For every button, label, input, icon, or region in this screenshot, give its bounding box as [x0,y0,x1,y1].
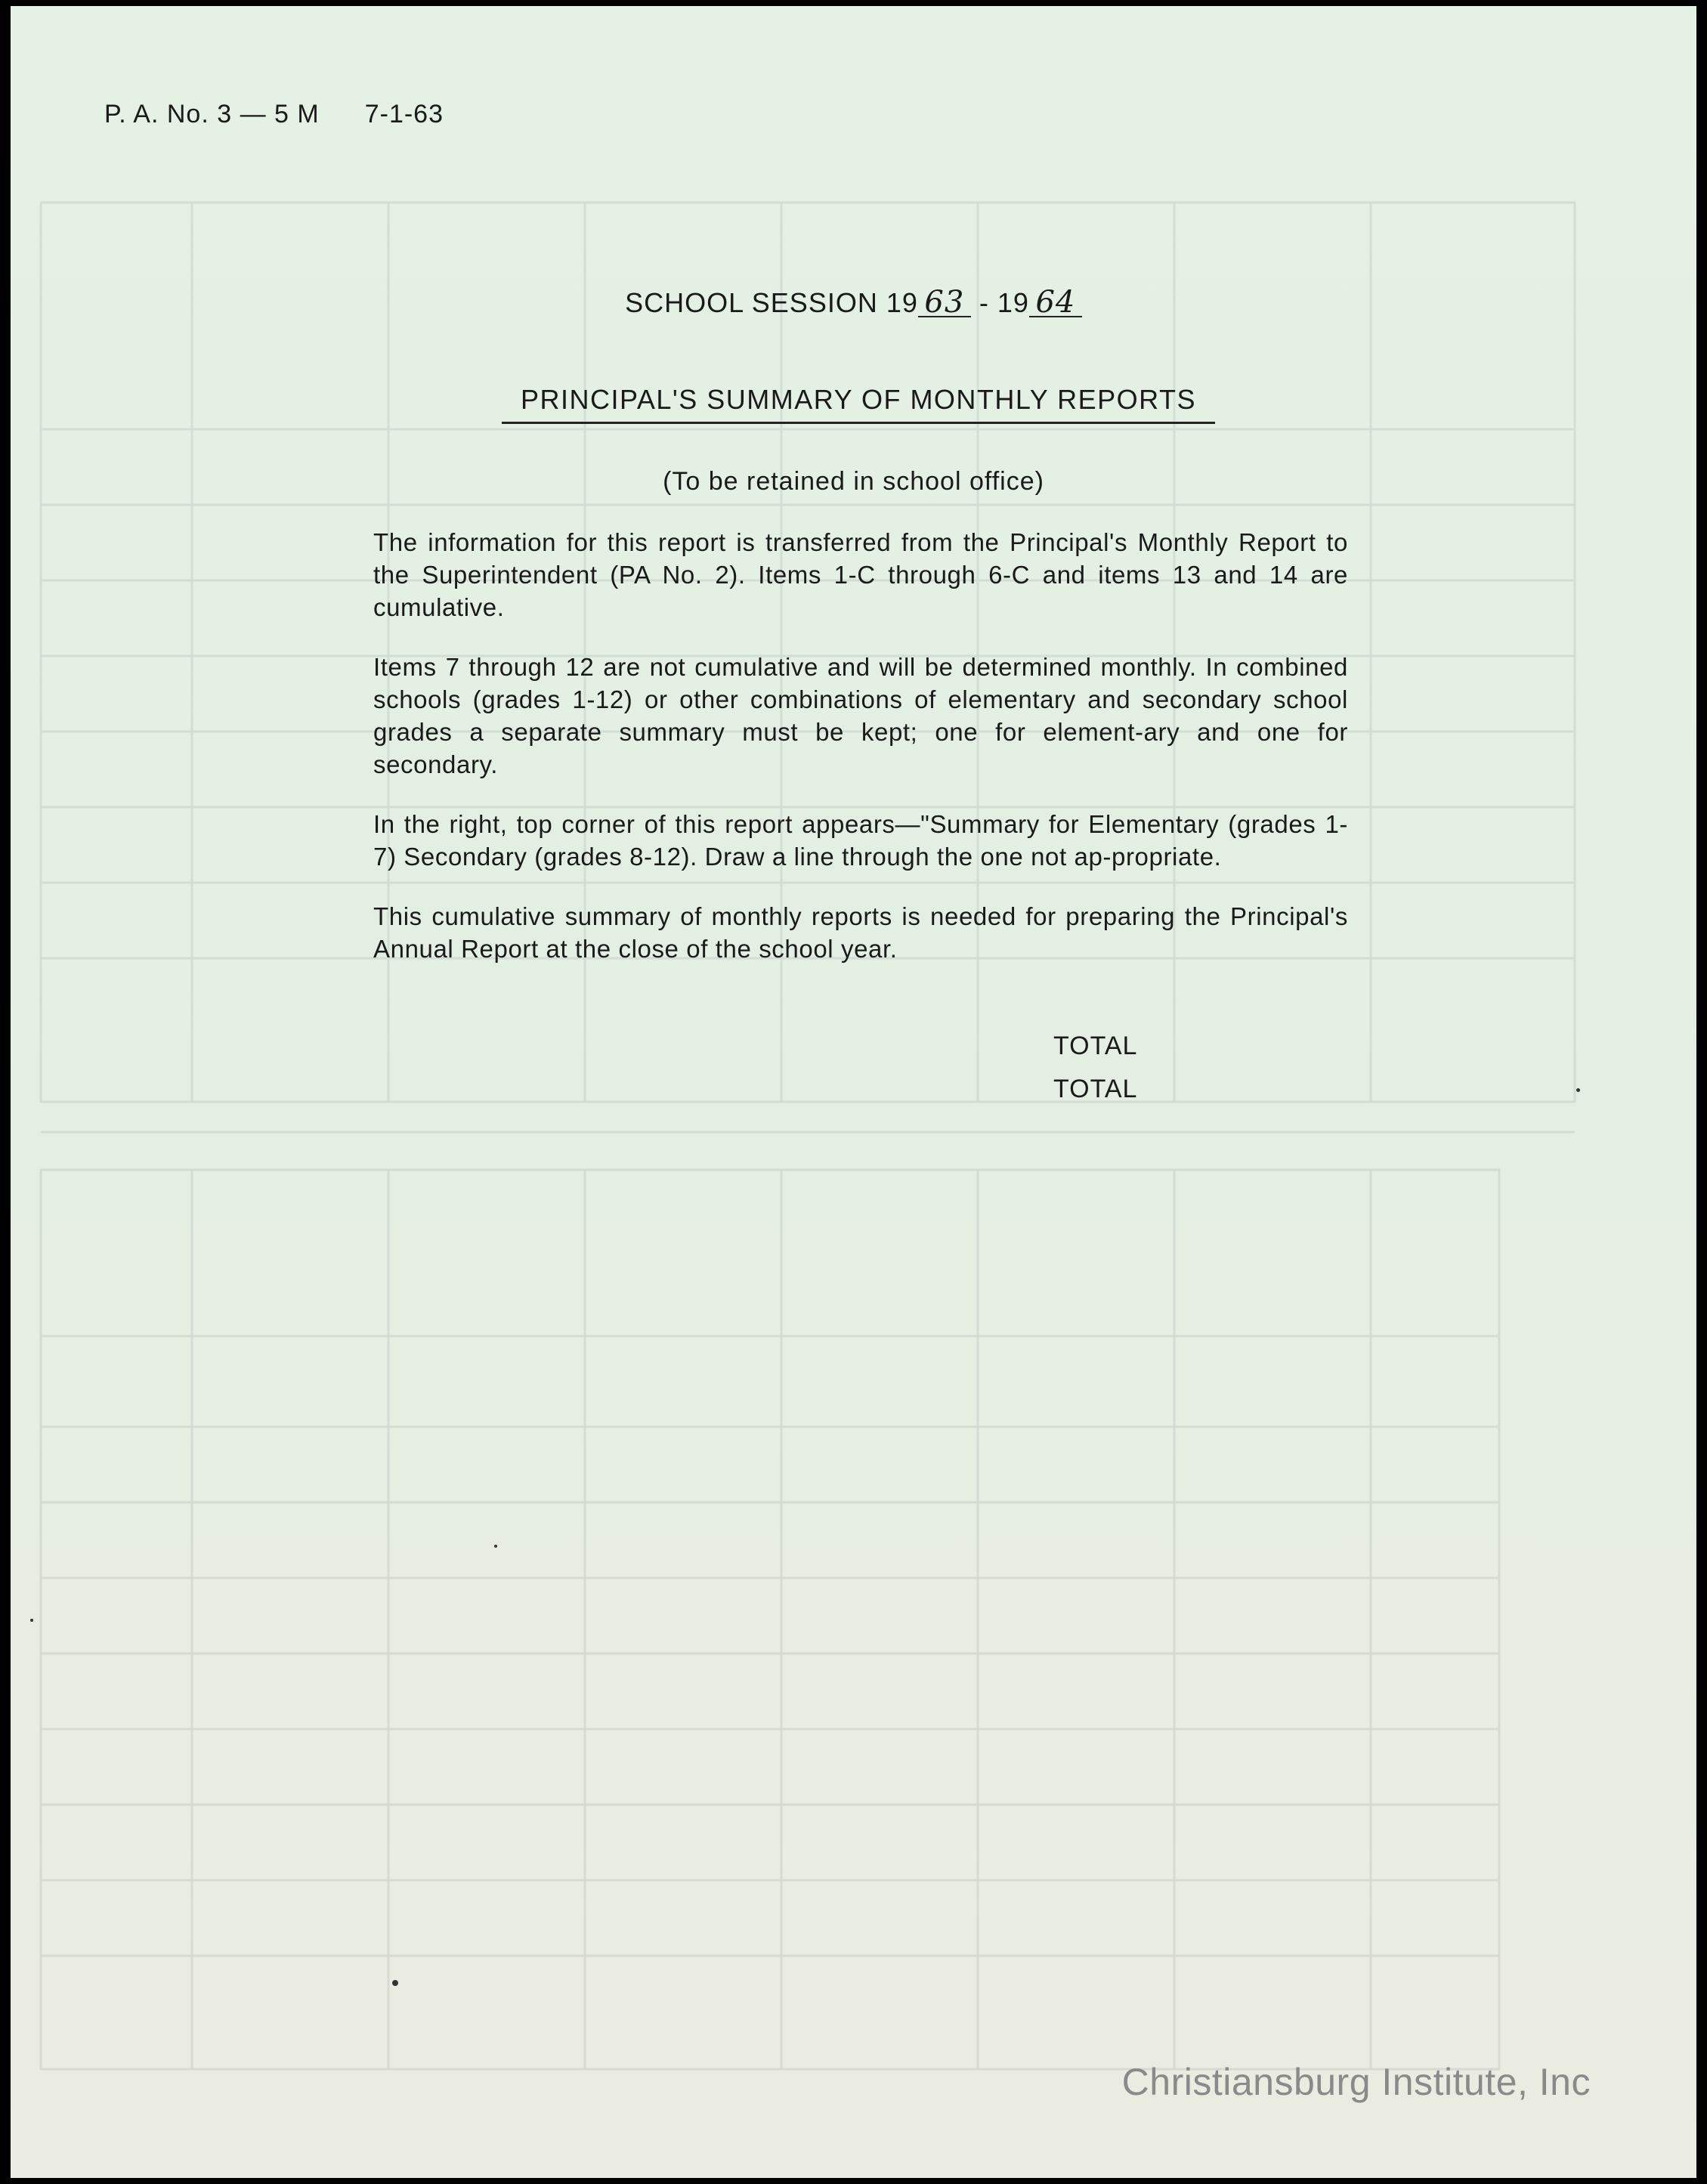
instruction-paragraph: Items 7 through 12 are not cumulative and will be determined monthly. In combined schools (grades 1-12) or other combinations of elementary and secondary school grades a separate summary must be kept; one for element-ary and one for secondary. [373,653,1348,778]
session-separator: - 19 [970,287,1029,318]
form-date: 7-1-63 [364,100,444,128]
paper-speck [1576,1088,1580,1092]
instruction-paragraph: In the right, top corner of this report appears—"Summary for Elementary (grades 1-7) Secondary (grades 8-12). Draw a line through the one not ap-propriate. [373,810,1348,871]
paper-speck [30,1619,33,1622]
document-page [11,6,1696,2178]
bleed-through-table [11,6,1696,2178]
instruction-paragraph: This cumulative summary of monthly reports is needed for preparing the Principal's Annual Report at the close of the school year. [373,902,1348,963]
instructions [373,526,1348,992]
page-title: PRINCIPAL'S SUMMARY OF MONTHLY REPORTS [502,384,1215,424]
session-label: SCHOOL SESSION 19 [625,287,918,318]
total-label: TOTAL [1053,1075,1138,1103]
paper-speck [392,1980,398,1986]
form-code: P. A. No. 3 — 5 M [104,100,320,128]
retention-note: (To be retained in school office) [663,467,1044,496]
paper-speck [494,1545,497,1548]
totals [1053,1025,1137,1111]
session-year-start: 63 [918,289,971,317]
form-number [104,100,489,129]
instruction-paragraph: The information for this report is transferred from the Principal's Monthly Report to the Superintendent (PA No. 2). Items 1-C through 6-C and items 13 and 14 are cumulative. [373,528,1348,621]
session-year-end: 64 [1029,289,1082,317]
total-label: TOTAL [1053,1032,1138,1060]
school-session [11,287,1696,319]
watermark: Christiansburg Institute, Inc [1121,2061,1591,2103]
